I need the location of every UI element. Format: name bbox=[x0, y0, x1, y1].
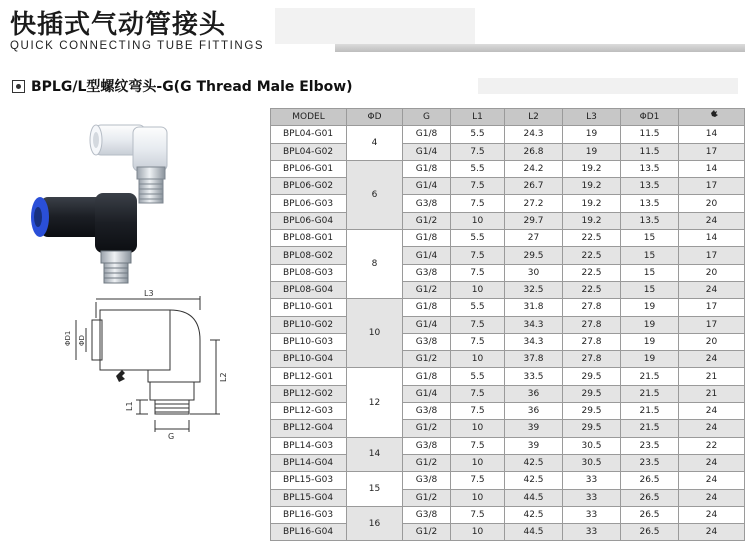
value-cell: 7.5 bbox=[451, 264, 505, 281]
dim-label-l1: L1 bbox=[125, 401, 134, 411]
value-cell: 33 bbox=[563, 472, 621, 489]
model-cell: BPL15-G03 bbox=[271, 472, 347, 489]
table-row bbox=[271, 230, 745, 247]
value-cell: G1/2 bbox=[403, 524, 451, 541]
section-bullet-icon bbox=[12, 80, 25, 93]
value-cell: 11.5 bbox=[621, 143, 679, 160]
value-cell: 24 bbox=[679, 472, 745, 489]
value-cell: 29.7 bbox=[505, 212, 563, 229]
value-cell: 22.5 bbox=[563, 230, 621, 247]
value-cell: 24 bbox=[679, 351, 745, 368]
value-cell: 10 bbox=[451, 212, 505, 229]
value-cell: 19 bbox=[621, 316, 679, 333]
value-cell: 24 bbox=[679, 489, 745, 506]
column-header: G bbox=[403, 109, 451, 126]
value-cell: 33 bbox=[563, 524, 621, 541]
od-cell: 15 bbox=[347, 472, 403, 507]
value-cell: 44.5 bbox=[505, 489, 563, 506]
value-cell: 21 bbox=[679, 368, 745, 385]
value-cell: 5.5 bbox=[451, 126, 505, 143]
value-cell: 13.5 bbox=[621, 195, 679, 212]
column-header: L3 bbox=[563, 109, 621, 126]
value-cell: 27.8 bbox=[563, 333, 621, 350]
value-cell: G1/8 bbox=[403, 230, 451, 247]
value-cell: 42.5 bbox=[505, 472, 563, 489]
faded-background-print bbox=[275, 8, 475, 44]
model-cell: BPL10-G01 bbox=[271, 299, 347, 316]
value-cell: 31.8 bbox=[505, 299, 563, 316]
value-cell: 21 bbox=[679, 385, 745, 402]
value-cell: 30.5 bbox=[563, 454, 621, 471]
value-cell: 24 bbox=[679, 506, 745, 523]
value-cell: 24.2 bbox=[505, 160, 563, 177]
model-cell: BPL06-G03 bbox=[271, 195, 347, 212]
value-cell: 7.5 bbox=[451, 178, 505, 195]
value-cell: 27.8 bbox=[563, 316, 621, 333]
value-cell: G1/2 bbox=[403, 489, 451, 506]
wrench-icon bbox=[706, 110, 718, 122]
value-cell: 29.5 bbox=[563, 385, 621, 402]
value-cell: G1/2 bbox=[403, 454, 451, 471]
value-cell: 5.5 bbox=[451, 368, 505, 385]
value-cell: G3/8 bbox=[403, 264, 451, 281]
model-cell: BPL06-G02 bbox=[271, 178, 347, 195]
value-cell: 26.5 bbox=[621, 489, 679, 506]
column-header: MODEL bbox=[271, 109, 347, 126]
value-cell: 22.5 bbox=[563, 247, 621, 264]
value-cell: 10 bbox=[451, 281, 505, 298]
value-cell: G3/8 bbox=[403, 506, 451, 523]
model-cell: BPL12-G01 bbox=[271, 368, 347, 385]
value-cell: 29.5 bbox=[563, 368, 621, 385]
dimension-drawing bbox=[40, 290, 270, 440]
value-cell: 7.5 bbox=[451, 333, 505, 350]
model-cell: BPL14-G04 bbox=[271, 454, 347, 471]
table-row bbox=[271, 454, 745, 471]
value-cell: 37.8 bbox=[505, 351, 563, 368]
value-cell: 22.5 bbox=[563, 264, 621, 281]
value-cell: 17 bbox=[679, 143, 745, 160]
value-cell: G1/2 bbox=[403, 420, 451, 437]
od-cell: 14 bbox=[347, 437, 403, 472]
value-cell: 27.8 bbox=[563, 351, 621, 368]
table-row bbox=[271, 403, 745, 420]
table-row bbox=[271, 316, 745, 333]
value-cell: 24 bbox=[679, 212, 745, 229]
table-row bbox=[271, 351, 745, 368]
value-cell: 5.5 bbox=[451, 230, 505, 247]
value-cell: 13.5 bbox=[621, 212, 679, 229]
table-row bbox=[271, 489, 745, 506]
table-row bbox=[271, 195, 745, 212]
value-cell: 5.5 bbox=[451, 160, 505, 177]
table-row bbox=[271, 333, 745, 350]
table-header-row bbox=[271, 109, 745, 126]
value-cell: G3/8 bbox=[403, 333, 451, 350]
value-cell: 7.5 bbox=[451, 403, 505, 420]
value-cell: 23.5 bbox=[621, 454, 679, 471]
value-cell: 19 bbox=[621, 351, 679, 368]
value-cell: 30 bbox=[505, 264, 563, 281]
value-cell: G1/8 bbox=[403, 126, 451, 143]
model-cell: BPL16-G04 bbox=[271, 524, 347, 541]
value-cell: 15 bbox=[621, 281, 679, 298]
dim-label-l2: L2 bbox=[219, 372, 228, 382]
section-heading bbox=[12, 76, 353, 96]
model-cell: BPL06-G01 bbox=[271, 160, 347, 177]
value-cell: 20 bbox=[679, 195, 745, 212]
value-cell: 11.5 bbox=[621, 126, 679, 143]
value-cell: 19 bbox=[621, 299, 679, 316]
value-cell: 19 bbox=[563, 143, 621, 160]
value-cell: 21.5 bbox=[621, 403, 679, 420]
value-cell: 24 bbox=[679, 524, 745, 541]
value-cell: 17 bbox=[679, 316, 745, 333]
value-cell: 20 bbox=[679, 264, 745, 281]
table-row bbox=[271, 437, 745, 454]
model-cell: BPL10-G03 bbox=[271, 333, 347, 350]
value-cell: 19 bbox=[563, 126, 621, 143]
table-row bbox=[271, 472, 745, 489]
value-cell: 17 bbox=[679, 178, 745, 195]
value-cell: 30.5 bbox=[563, 437, 621, 454]
table-row bbox=[271, 212, 745, 229]
value-cell: 17 bbox=[679, 299, 745, 316]
column-header: ΦD bbox=[347, 109, 403, 126]
model-cell: BPL12-G02 bbox=[271, 385, 347, 402]
model-cell: BPL06-G04 bbox=[271, 212, 347, 229]
value-cell: G3/8 bbox=[403, 403, 451, 420]
header-rule-bar bbox=[335, 44, 745, 52]
value-cell: 13.5 bbox=[621, 178, 679, 195]
model-cell: BPL04-G01 bbox=[271, 126, 347, 143]
value-cell: 7.5 bbox=[451, 437, 505, 454]
value-cell: G1/8 bbox=[403, 368, 451, 385]
value-cell: G1/2 bbox=[403, 212, 451, 229]
value-cell: 7.5 bbox=[451, 506, 505, 523]
value-cell: 26.7 bbox=[505, 178, 563, 195]
value-cell: 26.5 bbox=[621, 524, 679, 541]
table-row bbox=[271, 299, 745, 316]
model-cell: BPL08-G03 bbox=[271, 264, 347, 281]
od-cell: 16 bbox=[347, 506, 403, 541]
od-cell: 10 bbox=[347, 299, 403, 368]
value-cell: 15 bbox=[621, 230, 679, 247]
table-row bbox=[271, 385, 745, 402]
value-cell: 19.2 bbox=[563, 195, 621, 212]
white-elbow-fitting bbox=[90, 125, 167, 203]
value-cell: 27.2 bbox=[505, 195, 563, 212]
value-cell: 26.5 bbox=[621, 472, 679, 489]
value-cell: 23.5 bbox=[621, 437, 679, 454]
model-cell: BPL12-G04 bbox=[271, 420, 347, 437]
value-cell: G3/8 bbox=[403, 195, 451, 212]
value-cell: 36 bbox=[505, 385, 563, 402]
dim-label-d1: ΦD1 bbox=[64, 330, 72, 346]
value-cell: 14 bbox=[679, 230, 745, 247]
value-cell: 21.5 bbox=[621, 420, 679, 437]
value-cell: 10 bbox=[451, 351, 505, 368]
value-cell: G1/4 bbox=[403, 316, 451, 333]
value-cell: 42.5 bbox=[505, 454, 563, 471]
value-cell: 36 bbox=[505, 403, 563, 420]
value-cell: 32.5 bbox=[505, 281, 563, 298]
model-cell: BPL12-G03 bbox=[271, 403, 347, 420]
table-row bbox=[271, 178, 745, 195]
value-cell: 21.5 bbox=[621, 385, 679, 402]
model-cell: BPL08-G01 bbox=[271, 230, 347, 247]
value-cell: 29.5 bbox=[505, 247, 563, 264]
dim-label-d: ΦD bbox=[78, 335, 86, 346]
od-cell: 8 bbox=[347, 230, 403, 299]
value-cell: 29.5 bbox=[563, 420, 621, 437]
value-cell: 14 bbox=[679, 160, 745, 177]
table-row bbox=[271, 126, 745, 143]
model-cell: BPL14-G03 bbox=[271, 437, 347, 454]
value-cell: 26.8 bbox=[505, 143, 563, 160]
value-cell: 10 bbox=[451, 489, 505, 506]
value-cell: 34.3 bbox=[505, 333, 563, 350]
value-cell: 7.5 bbox=[451, 143, 505, 160]
column-header: ΦD1 bbox=[621, 109, 679, 126]
column-header: L1 bbox=[451, 109, 505, 126]
value-cell: G1/2 bbox=[403, 281, 451, 298]
faded-background-print bbox=[478, 78, 738, 94]
value-cell: G3/8 bbox=[403, 437, 451, 454]
value-cell: 33 bbox=[563, 506, 621, 523]
value-cell: 27.8 bbox=[563, 299, 621, 316]
table-row bbox=[271, 420, 745, 437]
value-cell: 15 bbox=[621, 247, 679, 264]
value-cell: 19.2 bbox=[563, 160, 621, 177]
value-cell: 21.5 bbox=[621, 368, 679, 385]
table-row bbox=[271, 281, 745, 298]
value-cell: 10 bbox=[451, 524, 505, 541]
od-cell: 4 bbox=[347, 126, 403, 161]
model-cell: BPL10-G02 bbox=[271, 316, 347, 333]
model-cell: BPL04-G02 bbox=[271, 143, 347, 160]
value-cell: 5.5 bbox=[451, 299, 505, 316]
value-cell: 24 bbox=[679, 454, 745, 471]
value-cell: 7.5 bbox=[451, 247, 505, 264]
value-cell: 24 bbox=[679, 420, 745, 437]
table-row bbox=[271, 143, 745, 160]
spec-table bbox=[270, 108, 745, 541]
table-row bbox=[271, 160, 745, 177]
value-cell: 39 bbox=[505, 437, 563, 454]
table-row bbox=[271, 506, 745, 523]
value-cell: 24 bbox=[679, 281, 745, 298]
value-cell: G1/4 bbox=[403, 178, 451, 195]
value-cell: 34.3 bbox=[505, 316, 563, 333]
value-cell: G1/8 bbox=[403, 160, 451, 177]
value-cell: 24.3 bbox=[505, 126, 563, 143]
value-cell: G1/4 bbox=[403, 385, 451, 402]
value-cell: 10 bbox=[451, 420, 505, 437]
value-cell: 44.5 bbox=[505, 524, 563, 541]
value-cell: 20 bbox=[679, 333, 745, 350]
value-cell: 13.5 bbox=[621, 160, 679, 177]
value-cell: 7.5 bbox=[451, 472, 505, 489]
model-cell: BPL08-G02 bbox=[271, 247, 347, 264]
value-cell: 22 bbox=[679, 437, 745, 454]
value-cell: 39 bbox=[505, 420, 563, 437]
page-title-chinese: 快插式气动管接头 bbox=[10, 10, 227, 40]
value-cell: 17 bbox=[679, 247, 745, 264]
dim-label-g: G bbox=[168, 432, 175, 440]
value-cell: G1/4 bbox=[403, 143, 451, 160]
value-cell: 33 bbox=[563, 489, 621, 506]
value-cell: 33.5 bbox=[505, 368, 563, 385]
product-photo bbox=[20, 105, 245, 285]
value-cell: G1/8 bbox=[403, 299, 451, 316]
wrench-icon bbox=[116, 370, 125, 382]
value-cell: 19.2 bbox=[563, 212, 621, 229]
value-cell: 24 bbox=[679, 403, 745, 420]
value-cell: 7.5 bbox=[451, 316, 505, 333]
value-cell: G1/2 bbox=[403, 351, 451, 368]
value-cell: G1/4 bbox=[403, 247, 451, 264]
value-cell: 19 bbox=[621, 333, 679, 350]
model-cell: BPL16-G03 bbox=[271, 506, 347, 523]
value-cell: 10 bbox=[451, 454, 505, 471]
value-cell: 7.5 bbox=[451, 195, 505, 212]
value-cell: 42.5 bbox=[505, 506, 563, 523]
model-cell: BPL15-G04 bbox=[271, 489, 347, 506]
value-cell: 19.2 bbox=[563, 178, 621, 195]
table-row bbox=[271, 264, 745, 281]
table-row bbox=[271, 524, 745, 541]
column-header-wrench bbox=[679, 109, 745, 126]
black-elbow-fitting bbox=[31, 193, 137, 283]
od-cell: 6 bbox=[347, 160, 403, 229]
value-cell: 22.5 bbox=[563, 281, 621, 298]
model-cell: BPL10-G04 bbox=[271, 351, 347, 368]
value-cell: G3/8 bbox=[403, 472, 451, 489]
value-cell: 29.5 bbox=[563, 403, 621, 420]
section-title: BPLG/L型螺纹弯头-G(G Thread Male Elbow) bbox=[31, 79, 353, 95]
value-cell: 7.5 bbox=[451, 385, 505, 402]
value-cell: 27 bbox=[505, 230, 563, 247]
dim-label-l3: L3 bbox=[144, 290, 154, 298]
value-cell: 26.5 bbox=[621, 506, 679, 523]
page-title-english: QUICK CONNECTING TUBE FITTINGS bbox=[10, 40, 265, 52]
model-cell: BPL08-G04 bbox=[271, 281, 347, 298]
od-cell: 12 bbox=[347, 368, 403, 437]
table-row bbox=[271, 247, 745, 264]
column-header: L2 bbox=[505, 109, 563, 126]
value-cell: 14 bbox=[679, 126, 745, 143]
table-row bbox=[271, 368, 745, 385]
catalog-header bbox=[0, 0, 750, 62]
value-cell: 15 bbox=[621, 264, 679, 281]
